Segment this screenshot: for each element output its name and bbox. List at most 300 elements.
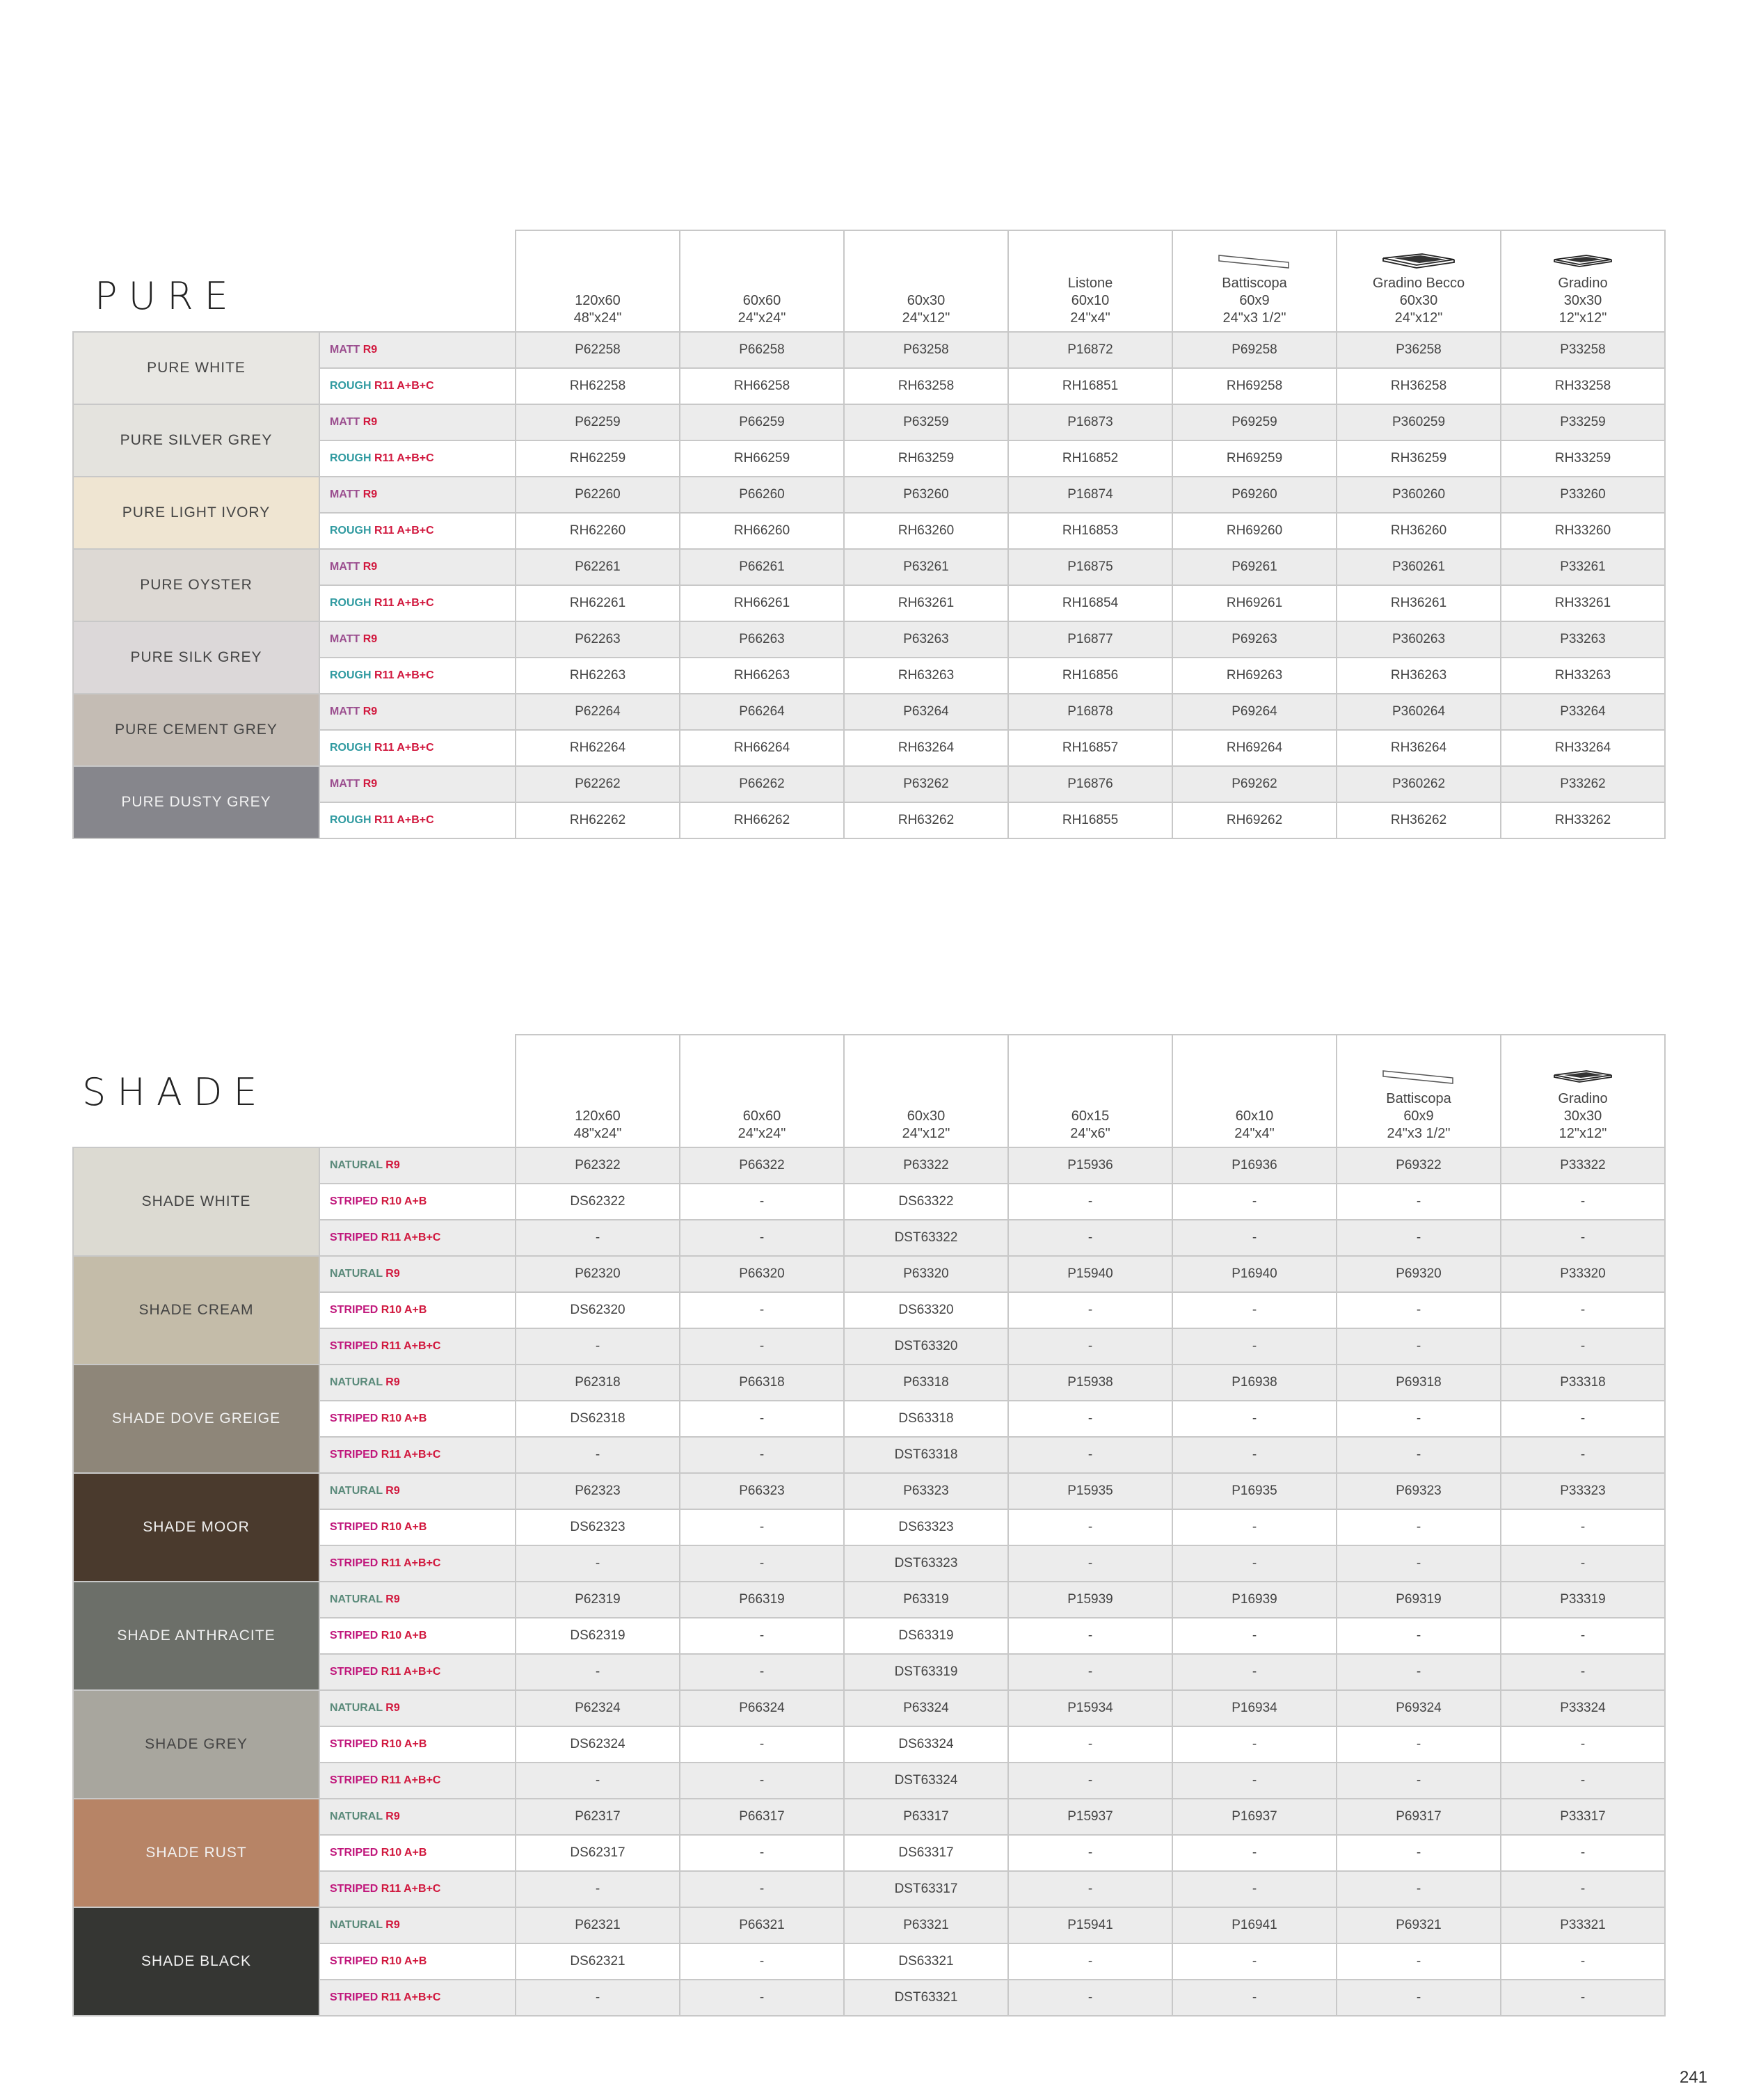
product-code-cell: DS62321 (516, 1943, 680, 1980)
slip-resistance-grade: R9 (362, 706, 378, 717)
column-format-name: Listone (1067, 276, 1113, 291)
finish-label (319, 1943, 516, 1980)
slip-resistance-grade: R10 A+B (381, 1304, 427, 1316)
color-swatch-pure-cement-grey: PURE CEMENT GREY (73, 694, 319, 766)
finish-label (319, 1365, 516, 1401)
finish-label (319, 1871, 516, 1907)
product-code-cell: P33324 (1501, 1690, 1665, 1726)
finish-label (319, 1401, 516, 1437)
product-code-cell: P62320 (516, 1256, 680, 1292)
product-code-cell: P62318 (516, 1365, 680, 1401)
product-code-cell: - (516, 1437, 680, 1473)
product-code-cell: - (1172, 1726, 1337, 1763)
product-code-cell: P33323 (1501, 1473, 1665, 1509)
slip-resistance-grade: R9 (362, 344, 378, 356)
product-code-cell: - (1008, 1437, 1172, 1473)
finish-label (319, 1292, 516, 1328)
product-code-cell: - (680, 1726, 844, 1763)
product-code-cell: P36258 (1337, 332, 1501, 368)
product-code-cell: RH33262 (1501, 802, 1665, 838)
product-code-cell: P63259 (844, 404, 1008, 440)
product-code-cell: - (1337, 1220, 1501, 1256)
product-code-cell: P63317 (844, 1799, 1008, 1835)
product-code-cell: RH16851 (1008, 368, 1172, 404)
product-code-cell: DS63324 (844, 1726, 1008, 1763)
column-format-name: Gradino (1558, 276, 1608, 291)
product-code-cell: DS63318 (844, 1401, 1008, 1437)
product-code-cell: - (1008, 1654, 1172, 1690)
product-code-cell: DS62322 (516, 1184, 680, 1220)
product-code-cell: P360264 (1337, 694, 1501, 730)
product-code-cell: - (1337, 1763, 1501, 1799)
product-code-cell: - (1337, 1509, 1501, 1545)
product-code-cell: P62263 (516, 621, 680, 658)
product-code-cell: P33260 (1501, 477, 1665, 513)
product-code-cell: P63260 (844, 477, 1008, 513)
product-code-cell: RH36259 (1337, 440, 1501, 477)
product-code-cell: P62262 (516, 766, 680, 802)
product-code-cell: P63323 (844, 1473, 1008, 1509)
product-code-cell: - (1501, 1654, 1665, 1690)
product-code-cell: - (1172, 1943, 1337, 1980)
product-code-cell: RH62259 (516, 440, 680, 477)
header-spacer (73, 230, 319, 332)
product-code-cell: - (1501, 1545, 1665, 1582)
product-code-cell: P16937 (1172, 1799, 1337, 1835)
finish-label (319, 621, 516, 658)
product-code-cell: - (1008, 1871, 1172, 1907)
product-code-cell: - (516, 1654, 680, 1690)
column-size-inch: 24"x24" (738, 1126, 786, 1141)
product-code-cell: RH16856 (1008, 658, 1172, 694)
column-format-name: Gradino Becco (1372, 276, 1465, 291)
product-code-cell: - (1501, 1509, 1665, 1545)
slip-resistance-grade: R9 (385, 1268, 400, 1280)
finish-name: MATT (330, 633, 360, 645)
finish-label (319, 1980, 516, 2016)
step-nose-icon (1380, 251, 1457, 271)
column-format-name: Gradino (1558, 1091, 1608, 1106)
product-code-cell: RH63259 (844, 440, 1008, 477)
product-code-cell: P33258 (1501, 332, 1665, 368)
finish-label (319, 730, 516, 766)
slip-resistance-grade: R9 (385, 1702, 400, 1714)
product-code-cell: P62260 (516, 477, 680, 513)
column-size-cm: 60x30 (907, 293, 946, 308)
finish-label (319, 802, 516, 838)
slip-resistance-grade: R10 A+B (381, 1195, 427, 1207)
product-code-cell: RH69258 (1172, 368, 1337, 404)
column-header-120x60 (516, 1035, 680, 1147)
product-code-cell: - (1337, 1545, 1501, 1582)
product-code-cell: DST63323 (844, 1545, 1008, 1582)
product-code-cell: P66321 (680, 1907, 844, 1943)
column-size-cm: 60x9 (1403, 1108, 1434, 1124)
product-code-cell: - (680, 1943, 844, 1980)
product-code-cell: - (1337, 1943, 1501, 1980)
product-code-cell: - (680, 1654, 844, 1690)
product-code-cell: - (1172, 1509, 1337, 1545)
column-size-inch: 24"x4" (1234, 1126, 1275, 1141)
product-code-cell: DS62320 (516, 1292, 680, 1328)
finish-name: ROUGH (330, 669, 372, 681)
product-code-cell: RH36264 (1337, 730, 1501, 766)
color-swatch-shade-grey: SHADE GREY (73, 1690, 319, 1799)
product-code-cell: RH36261 (1337, 585, 1501, 621)
column-size-inch: 12"x12" (1558, 310, 1607, 326)
finish-name: STRIPED (330, 1991, 378, 2003)
product-code-cell: P66322 (680, 1147, 844, 1184)
product-code-cell: P69323 (1337, 1473, 1501, 1509)
table-row (73, 766, 1665, 802)
product-code-cell: RH36263 (1337, 658, 1501, 694)
product-code-cell: - (1172, 1545, 1337, 1582)
product-code-cell: P33259 (1501, 404, 1665, 440)
product-code-cell: - (1172, 1220, 1337, 1256)
product-code-cell: P33263 (1501, 621, 1665, 658)
product-code-cell: RH62258 (516, 368, 680, 404)
finish-label (319, 694, 516, 730)
slip-resistance-grade: R9 (385, 1376, 400, 1388)
table-row (73, 1907, 1665, 1943)
product-code-cell: DS63323 (844, 1509, 1008, 1545)
product-code-cell: - (516, 1545, 680, 1582)
product-code-cell: RH63262 (844, 802, 1008, 838)
column-size-cm: 120x60 (575, 293, 621, 308)
product-code-cell: - (680, 1220, 844, 1256)
product-code-cell: RH63260 (844, 513, 1008, 549)
column-size-inch: 48"x24" (573, 1126, 622, 1141)
table-row (73, 694, 1665, 730)
column-size-inch: 24"x4" (1070, 310, 1110, 326)
product-code-cell: P15937 (1008, 1799, 1172, 1835)
slip-resistance-grade: R11 A+B+C (381, 1774, 441, 1786)
product-code-cell: - (680, 1437, 844, 1473)
product-code-cell: P66324 (680, 1690, 844, 1726)
product-code-cell: P33261 (1501, 549, 1665, 585)
product-code-cell: - (1337, 1184, 1501, 1220)
product-code-cell: P62322 (516, 1147, 680, 1184)
product-code-cell: RH62264 (516, 730, 680, 766)
product-code-cell: P360259 (1337, 404, 1501, 440)
product-code-cell: RH66262 (680, 802, 844, 838)
product-code-cell: P69324 (1337, 1690, 1501, 1726)
product-code-cell: - (1008, 1763, 1172, 1799)
product-code-cell: RH62263 (516, 658, 680, 694)
finish-label (319, 1654, 516, 1690)
step-icon (1545, 251, 1621, 271)
product-code-cell: P16877 (1008, 621, 1172, 658)
finish-name: STRIPED (330, 1521, 378, 1533)
product-code-cell: P16940 (1172, 1256, 1337, 1292)
finish-label (319, 1437, 516, 1473)
product-code-cell: - (516, 1871, 680, 1907)
product-code-cell: P15939 (1008, 1582, 1172, 1618)
product-code-cell: - (1008, 1328, 1172, 1365)
product-code-cell: RH16853 (1008, 513, 1172, 549)
finish-name: STRIPED (330, 1304, 378, 1316)
table-row (73, 404, 1665, 440)
finish-label (319, 1835, 516, 1871)
finish-label (319, 1618, 516, 1654)
product-code-cell: - (1501, 1184, 1665, 1220)
color-swatch-pure-dusty-grey: PURE DUSTY GREY (73, 766, 319, 838)
product-code-cell: P62264 (516, 694, 680, 730)
product-code-cell: - (1501, 1292, 1665, 1328)
finish-label (319, 1147, 516, 1184)
finish-name: NATURAL (330, 1268, 383, 1280)
finish-name: STRIPED (330, 1413, 378, 1424)
shade-header-row (73, 1035, 1665, 1147)
product-code-cell: DS62318 (516, 1401, 680, 1437)
product-code-cell: - (680, 1618, 844, 1654)
product-code-cell: - (680, 1509, 844, 1545)
product-code-cell: P66261 (680, 549, 844, 585)
product-code-cell: - (1172, 1618, 1337, 1654)
finish-name: ROUGH (330, 452, 372, 464)
product-code-cell: P15938 (1008, 1365, 1172, 1401)
product-code-cell: RH66260 (680, 513, 844, 549)
table-row (73, 1690, 1665, 1726)
shade-code-table (72, 1034, 1666, 2017)
product-code-cell: - (1172, 1835, 1337, 1871)
product-code-cell: P63318 (844, 1365, 1008, 1401)
finish-label (319, 585, 516, 621)
column-header-60x60 (680, 1035, 844, 1147)
product-code-cell: P63261 (844, 549, 1008, 585)
table-row (73, 477, 1665, 513)
product-code-cell: RH66259 (680, 440, 844, 477)
product-code-cell: - (516, 1328, 680, 1365)
product-code-cell: RH66263 (680, 658, 844, 694)
skirting-icon (1216, 251, 1293, 271)
product-code-cell: P62259 (516, 404, 680, 440)
product-code-cell: - (1008, 1401, 1172, 1437)
product-code-cell: - (680, 1835, 844, 1871)
product-code-cell: DST63318 (844, 1437, 1008, 1473)
product-code-cell: P69261 (1172, 549, 1337, 585)
header-spacer (73, 1035, 319, 1147)
finish-name: MATT (330, 416, 360, 428)
finish-label (319, 1582, 516, 1618)
product-code-cell: P16873 (1008, 404, 1172, 440)
finish-name: STRIPED (330, 1738, 378, 1750)
finish-label (319, 1220, 516, 1256)
finish-name: STRIPED (330, 1847, 378, 1859)
color-swatch-pure-silver-grey: PURE SILVER GREY (73, 404, 319, 477)
product-code-cell: P16935 (1172, 1473, 1337, 1509)
slip-resistance-grade: R10 A+B (381, 1521, 427, 1533)
product-code-cell: RH69262 (1172, 802, 1337, 838)
product-code-cell: P62321 (516, 1907, 680, 1943)
product-code-cell: - (1501, 1871, 1665, 1907)
product-code-cell: P69318 (1337, 1365, 1501, 1401)
product-code-cell: - (1008, 1835, 1172, 1871)
color-swatch-shade-black: SHADE BLACK (73, 1907, 319, 2016)
product-code-cell: P66320 (680, 1256, 844, 1292)
product-code-cell: RH69264 (1172, 730, 1337, 766)
finish-label (319, 658, 516, 694)
finish-name: STRIPED (330, 1232, 378, 1243)
slip-resistance-grade: R11 A+B+C (381, 1340, 441, 1352)
column-size-cm: 60x60 (742, 1108, 781, 1124)
finish-name: MATT (330, 488, 360, 500)
finish-label (319, 1509, 516, 1545)
product-code-cell: RH66261 (680, 585, 844, 621)
product-code-cell: P63263 (844, 621, 1008, 658)
product-code-cell: DS63319 (844, 1618, 1008, 1654)
column-size-inch: 24"x6" (1070, 1126, 1110, 1141)
finish-name: NATURAL (330, 1593, 383, 1605)
product-code-cell: P15941 (1008, 1907, 1172, 1943)
slip-resistance-grade: R11 A+B+C (374, 525, 434, 536)
finish-label (319, 1473, 516, 1509)
product-code-cell: P63258 (844, 332, 1008, 368)
slip-resistance-grade: R11 A+B+C (374, 452, 434, 464)
product-code-cell: DS63320 (844, 1292, 1008, 1328)
product-code-cell: P62258 (516, 332, 680, 368)
finish-label (319, 1328, 516, 1365)
column-size-cm: 120x60 (575, 1108, 621, 1124)
product-code-cell: RH33259 (1501, 440, 1665, 477)
finish-name: STRIPED (330, 1630, 378, 1641)
product-code-cell: - (680, 1763, 844, 1799)
finish-name: NATURAL (330, 1811, 383, 1822)
product-code-cell: - (1172, 1763, 1337, 1799)
product-code-cell: P69263 (1172, 621, 1337, 658)
product-code-cell: P69258 (1172, 332, 1337, 368)
product-code-cell: RH63261 (844, 585, 1008, 621)
finish-label (319, 766, 516, 802)
product-code-cell: - (1501, 1726, 1665, 1763)
finish-name: MATT (330, 344, 360, 356)
column-size-cm: 30x30 (1563, 1108, 1602, 1124)
finish-label (319, 513, 516, 549)
product-code-cell: - (1172, 1401, 1337, 1437)
column-size-cm: 60x30 (907, 1108, 946, 1124)
slip-resistance-grade: R11 A+B+C (381, 1991, 441, 2003)
slip-resistance-grade: R9 (385, 1593, 400, 1605)
product-code-cell: P63324 (844, 1690, 1008, 1726)
slip-resistance-grade: R9 (385, 1485, 400, 1497)
product-code-cell: - (1337, 1726, 1501, 1763)
product-code-cell: P15936 (1008, 1147, 1172, 1184)
product-code-cell: RH16854 (1008, 585, 1172, 621)
product-code-cell: - (1337, 1871, 1501, 1907)
product-code-cell: P63321 (844, 1907, 1008, 1943)
column-size-inch: 24"x12" (1394, 310, 1443, 326)
slip-resistance-grade: R11 A+B+C (374, 742, 434, 754)
product-code-cell: DS62324 (516, 1726, 680, 1763)
page-number: 241 (1679, 2068, 1707, 2087)
column-size-cm: 60x15 (1071, 1108, 1110, 1124)
product-code-cell: P69264 (1172, 694, 1337, 730)
finish-name: ROUGH (330, 814, 372, 826)
product-code-cell: - (1501, 1618, 1665, 1654)
table-row (73, 1582, 1665, 1618)
product-code-cell: - (1337, 1654, 1501, 1690)
column-size-cm: 60x10 (1235, 1108, 1274, 1124)
slip-resistance-grade: R9 (362, 633, 378, 645)
product-code-cell: RH62261 (516, 585, 680, 621)
product-code-cell: P62319 (516, 1582, 680, 1618)
column-header-60x15 (1008, 1035, 1172, 1147)
product-code-cell: RH33264 (1501, 730, 1665, 766)
product-code-cell: - (1172, 1980, 1337, 2016)
product-code-cell: P16941 (1172, 1907, 1337, 1943)
product-code-cell: - (680, 1401, 844, 1437)
column-header-60x30 (1337, 230, 1501, 332)
column-format-name: Battiscopa (1386, 1091, 1451, 1106)
product-code-cell: P33318 (1501, 1365, 1665, 1401)
finish-name: ROUGH (330, 525, 372, 536)
slip-resistance-grade: R11 A+B+C (374, 669, 434, 681)
product-code-cell: - (1337, 1328, 1501, 1365)
product-code-cell: P66318 (680, 1365, 844, 1401)
product-code-cell: DST63321 (844, 1980, 1008, 2016)
column-size-inch: 24"x12" (902, 1126, 950, 1141)
product-code-cell: RH33261 (1501, 585, 1665, 621)
product-code-cell: P69259 (1172, 404, 1337, 440)
product-code-cell: P33321 (1501, 1907, 1665, 1943)
product-code-cell: DS63322 (844, 1184, 1008, 1220)
column-header-60x10 (1008, 230, 1172, 332)
product-code-cell: P69262 (1172, 766, 1337, 802)
table-row (73, 1147, 1665, 1184)
table-row (73, 1799, 1665, 1835)
product-code-cell: P66319 (680, 1582, 844, 1618)
product-code-cell: P66259 (680, 404, 844, 440)
slip-resistance-grade: R10 A+B (381, 1847, 427, 1859)
product-code-cell: DST63322 (844, 1220, 1008, 1256)
product-code-cell: P16934 (1172, 1690, 1337, 1726)
product-code-cell: - (1501, 1437, 1665, 1473)
product-code-cell: - (1501, 1220, 1665, 1256)
product-code-cell: P16936 (1172, 1147, 1337, 1184)
product-code-cell: - (1008, 1980, 1172, 2016)
product-code-cell: P62324 (516, 1690, 680, 1726)
skirting-icon (1380, 1067, 1457, 1086)
finish-name: MATT (330, 706, 360, 717)
column-format-name: Battiscopa (1222, 276, 1287, 291)
slip-resistance-grade: R11 A+B+C (374, 814, 434, 826)
slip-resistance-grade: R11 A+B+C (381, 1449, 441, 1461)
product-code-cell: P63320 (844, 1256, 1008, 1292)
finish-label (319, 1907, 516, 1943)
slip-resistance-grade: R11 A+B+C (381, 1232, 441, 1243)
product-code-cell: - (1501, 1835, 1665, 1871)
column-size-cm: 30x30 (1563, 293, 1602, 308)
finish-label (319, 368, 516, 404)
slip-resistance-grade: R9 (362, 778, 378, 790)
product-code-cell: P16878 (1008, 694, 1172, 730)
product-code-cell: P62317 (516, 1799, 680, 1835)
color-swatch-shade-anthracite: SHADE ANTHRACITE (73, 1582, 319, 1690)
column-size-cm: 60x9 (1239, 293, 1270, 308)
finish-name: STRIPED (330, 1449, 378, 1461)
finish-name: NATURAL (330, 1376, 383, 1388)
product-code-cell: RH69260 (1172, 513, 1337, 549)
product-code-cell: DS63321 (844, 1943, 1008, 1980)
finish-label (319, 404, 516, 440)
product-code-cell: P69260 (1172, 477, 1337, 513)
slip-resistance-grade: R9 (362, 416, 378, 428)
product-code-cell: RH63258 (844, 368, 1008, 404)
product-code-cell: P360262 (1337, 766, 1501, 802)
product-code-cell: P66262 (680, 766, 844, 802)
product-code-cell: - (1501, 1401, 1665, 1437)
finish-name: NATURAL (330, 1919, 383, 1931)
